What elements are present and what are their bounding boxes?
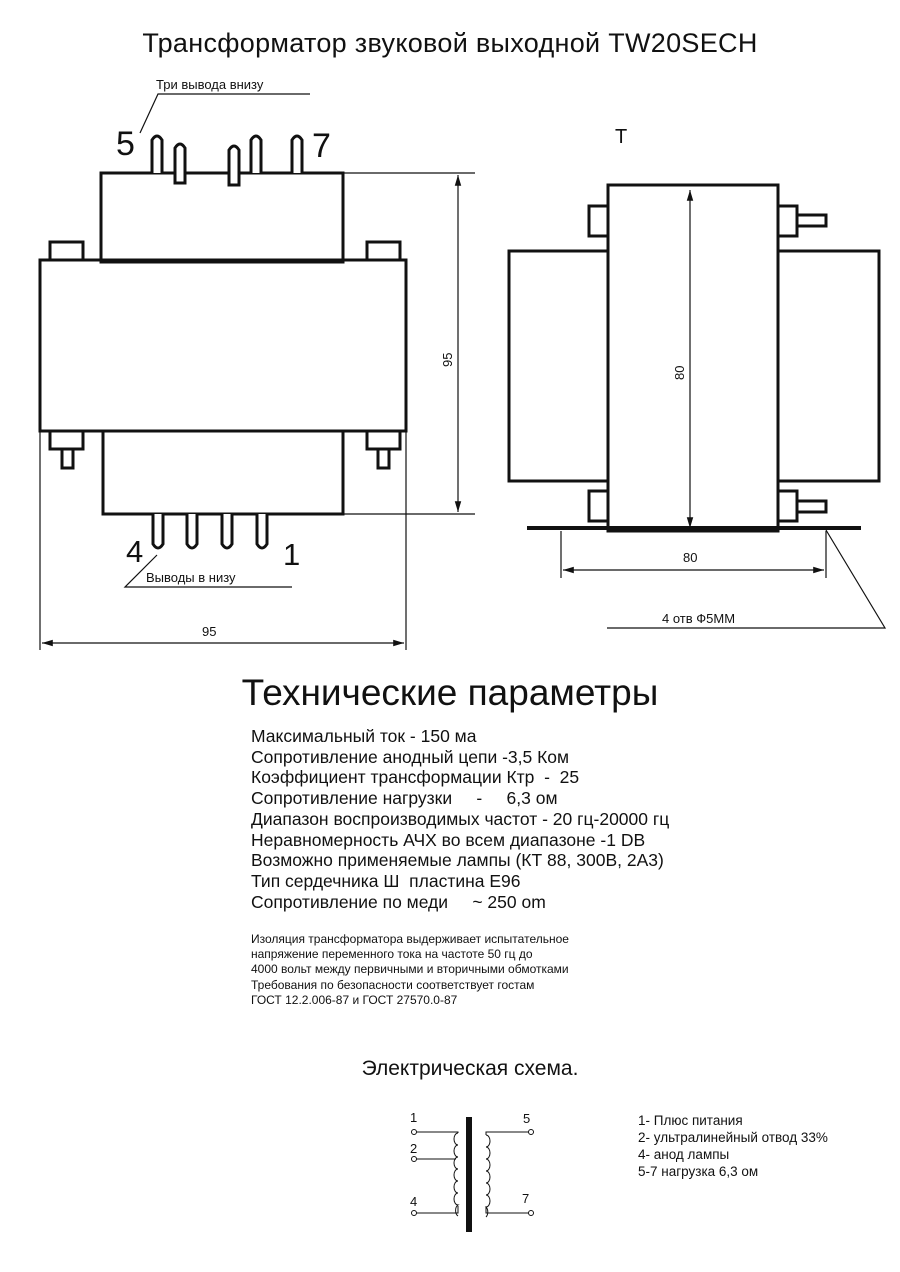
top-leads-label: Три вывода внизу <box>156 77 264 92</box>
front-bolt-bottom-right <box>378 449 389 468</box>
pin-label-4: 4 <box>126 534 144 569</box>
legend-item: 1- Плюс питания <box>638 1113 743 1128</box>
side-nut-top-left <box>589 206 608 236</box>
legend-item: 5-7 нагрузка 6,3 ом <box>638 1164 759 1179</box>
front-nut-bottom-right <box>367 431 400 449</box>
side-nut-top-right <box>778 206 797 236</box>
note-line: Требования по безопасности соответствует гостам <box>251 977 535 992</box>
specs-list <box>251 726 669 912</box>
bottom-leads <box>153 514 267 548</box>
legend-item: 2- ультралинейный отвод 33% <box>638 1130 828 1145</box>
side-view-label: T <box>615 126 628 148</box>
front-width-dimension: 95 <box>202 624 217 639</box>
side-view-drawing <box>509 185 879 531</box>
spec-item: Сопротивление по меди ~ 250 om <box>251 891 546 912</box>
top-leads <box>152 136 302 185</box>
side-core <box>608 185 778 531</box>
specs-title: Технические параметры <box>241 672 659 713</box>
note-line: 4000 вольт между первичными и вторичными обмотками <box>251 962 569 977</box>
front-nut-top-right <box>367 242 400 260</box>
spec-item: Возможно применяемые лампы (КТ 88, 300B, 2А3) <box>251 850 664 871</box>
pin-label-5: 5 <box>116 125 135 163</box>
spec-item: Сопротивление анодный цепи -3,5 Ком <box>251 746 570 767</box>
side-nut-bottom-left <box>589 491 608 521</box>
schematic-pin-2: 2 <box>410 1141 418 1156</box>
schematic-pin-1: 1 <box>410 1110 418 1125</box>
side-coil-left <box>509 251 608 481</box>
pin-label-7: 7 <box>312 127 331 165</box>
front-bolt-bottom-left <box>62 449 73 468</box>
schematic-legend <box>638 1112 828 1180</box>
spec-item: Коэффициент трансформации Ктр - 25 <box>251 767 580 788</box>
legend-item: 4- анод лампы <box>638 1147 730 1162</box>
spec-item: Сопротивление нагрузки - 6,3 ом <box>251 788 558 809</box>
side-coil-right <box>778 251 879 481</box>
pin-label-1: 1 <box>283 537 301 572</box>
note-line: ГОСТ 12.2.006-87 и ГОСТ 27570.0-87 <box>251 992 458 1007</box>
schematic-title: Электрическая схема. <box>361 1057 579 1080</box>
front-top-bobbin <box>101 173 343 262</box>
bottom-leads-label: Выводы в низу <box>146 570 236 585</box>
side-width-dimension: 80 <box>683 550 698 565</box>
side-bolt-top-right <box>797 215 826 226</box>
insulation-notes <box>251 932 569 1008</box>
note-line: напряжение переменного тока на частоте 50 гц до <box>251 947 533 962</box>
holes-label: 4 отв Ф5ММ <box>662 611 736 626</box>
side-mounting-plate <box>527 526 861 530</box>
front-nut-bottom-left <box>50 431 83 449</box>
spec-item: Максимальный ток - 150 ма <box>251 726 477 746</box>
side-height-dimension: 80 <box>672 365 687 380</box>
spec-item: Неравномерность АЧХ во всем диапазоне -1 DB <box>251 829 646 850</box>
front-core <box>40 260 406 431</box>
note-line: Изоляция трансформатора выдерживает испытательное <box>251 932 569 946</box>
schematic-pin-5: 5 <box>523 1111 531 1126</box>
schematic-pin-4: 4 <box>410 1194 418 1209</box>
spec-item: Диапазон воспроизводимых частот - 20 гц-20000 гц <box>251 808 670 829</box>
page-title: Трансформатор звуковой выходной TW20SECH <box>142 28 758 58</box>
side-nut-bottom-right <box>778 491 797 521</box>
spec-item: Тип сердечника Ш пластина Е96 <box>251 870 521 891</box>
front-bottom-bobbin <box>103 431 343 514</box>
schematic-pin-7: 7 <box>522 1191 530 1206</box>
side-bolt-bottom-right <box>797 501 826 512</box>
front-height-dimension: 95 <box>440 352 455 367</box>
front-nut-top-left <box>50 242 83 260</box>
